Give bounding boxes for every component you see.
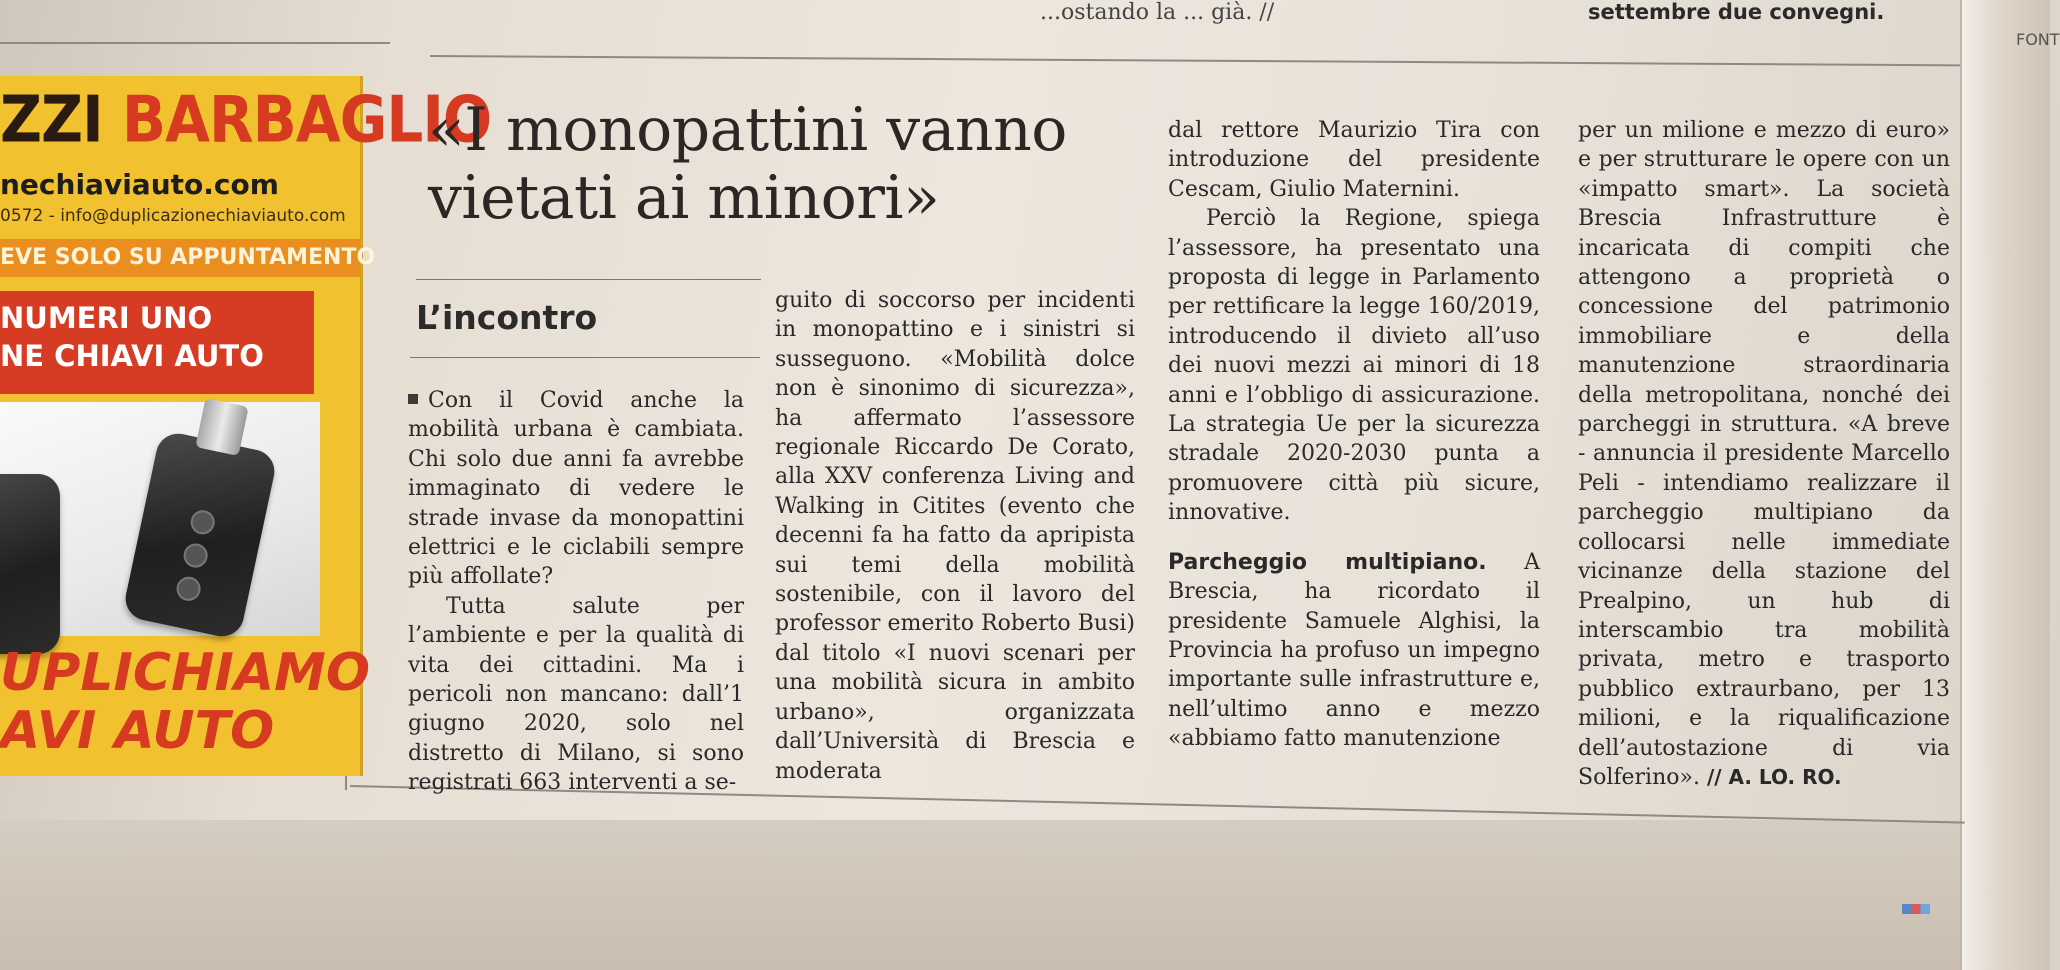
paragraph	[1168, 548, 1540, 754]
key-button-icon	[188, 508, 216, 536]
key-button-icon	[181, 541, 209, 569]
ad-appointment: EVE SOLO SU APPUNTAMENTO	[0, 239, 360, 277]
ad-brand-start: ZZI	[0, 82, 103, 157]
ad-website: nechiaviauto.com	[0, 168, 279, 201]
next-page-text: FONT	[2016, 30, 2060, 49]
paragraph	[1578, 116, 1950, 792]
ad-brand	[0, 82, 492, 157]
article-column-2	[775, 286, 1135, 786]
divider	[416, 279, 761, 280]
ad-keys-photo	[0, 402, 320, 636]
advertisement	[0, 76, 492, 776]
paragraph-text: per un milione e mezzo di euro» e per strutturare le opere con un «impatto smart». La società Brescia Infrastrutture è incaricata di compiti che attengono a proprietà o concessione del patrimonio immobiliare e della manutenzione straordinaria della metropolitana, nonché dei parcheggi in struttura. «A breve - annuncia il presidente Marcello Peli - intendiamo realizzare il parcheggio multipiano da collocarsi nelle immediate vicinanze della stazione del Prealpino, un hub di interscambio tra mobilità privata, metro e trasporto pubblico extraurbano, per 13 milioni, e la riqualificazione dell’autostazione di via Solferino».	[1578, 118, 1950, 790]
byline: // A. LO. RO.	[1706, 764, 1842, 789]
paragraph: Perciò la Regione, spiega l’assessore, ha presentato una proposta di legge in Parlamento per rettificare la legge 160/2019, introducendo il divieto all’uso dei nuovi mezzi ai minori di 18 anni e l’obbligo di assicurazione. La strategia Ue per la sicurezza stradale 2020-2030 punta a promuovere città più sicure, innovative.	[1168, 206, 1540, 526]
print-color-marks	[1902, 904, 1930, 914]
article-column-4	[1578, 116, 1950, 836]
paragraph: Tutta salute per l’ambiente e per la qualità di vita dei cittadini. Ma i pericoli non mancano: dall’1 giugno 2020, solo nel distretto di Milano, si sono registrati 663 interventi a se-	[408, 593, 744, 796]
subheading: Parcheggio multipiano.	[1168, 549, 1487, 575]
ad-duplicate-line: UPLICHIAMO	[0, 643, 371, 703]
ad-claim-line: NE CHIAVI AUTO	[0, 339, 264, 373]
ad-claim	[0, 291, 314, 394]
article-column-3	[1168, 116, 1540, 806]
article-column-1	[408, 386, 744, 796]
frame-rule	[0, 42, 390, 44]
ad-duplicate	[0, 643, 371, 761]
car-key-icon	[122, 430, 279, 641]
car-key-icon	[0, 474, 60, 654]
paragraph-text: Con il Covid anche la mobilità urbana è cambiata. Chi solo due anni fa avrebbe immaginato di vedere le strade invase da monopattini elettrici e le ciclabili sempre più affollate?	[408, 388, 744, 590]
headline: «I monopattini vanno vietati ai minori»	[428, 95, 1067, 233]
paragraph-text: A Brescia, ha ricordato il presidente Samuele Alghisi, la Provincia ha profuso un impegno importante sulle infrastrutture e, nell’ultimo anno e mezzo «abbiamo fatto manutenzione	[1168, 549, 1540, 752]
section-label: L’incontro	[416, 298, 598, 337]
top-fragment: ...ostando la ... già. //	[1040, 0, 1275, 25]
ad-contact: 0572 - info@duplicazionechiaviauto.com	[0, 206, 346, 226]
bullet-icon	[408, 394, 418, 404]
next-page-edge	[1960, 0, 2050, 970]
divider	[410, 357, 760, 358]
ad-duplicate-line: AVI AUTO	[0, 701, 275, 761]
key-button-icon	[174, 575, 202, 603]
paragraph	[408, 386, 744, 592]
ad-brand-main: BARBAGLIO	[121, 82, 492, 157]
ad-claim-line: NUMERI UNO	[0, 301, 213, 335]
frame-rule	[430, 55, 1960, 66]
paragraph: guito di soccorso per incidenti in monopattino e i sinistri si susseguono. «Mobilità dolce non è sinonimo di sicurezza», ha affermato l’assessore regionale Riccardo De Corato, alla XXV conferenza Living and Walking in Citites (evento che decenni fa ha fatto da apripista sui temi della mobilità sostenibile, con il lavoro del professor emerito Roberto Busi) dal titolo «I nuovi scenari per una mobilità sicura in ambito urbano», organizzata dall’Università di Brescia e moderata	[775, 288, 1135, 784]
paper-fold-shadow	[0, 820, 2048, 970]
top-right-text: settembre due convegni.	[1588, 0, 1885, 24]
paragraph: dal rettore Maurizio Tira con introduzione del presidente Cescam, Giulio Maternini.	[1168, 118, 1540, 202]
